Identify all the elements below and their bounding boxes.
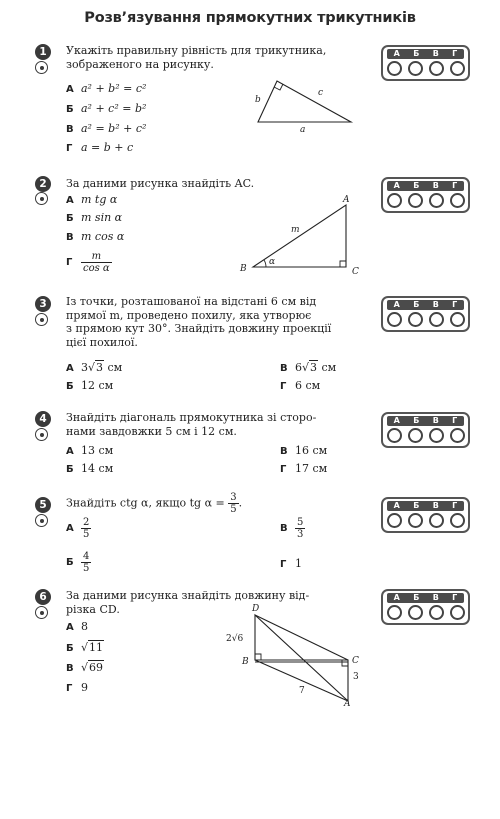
option-b[interactable]: Б √11 (66, 641, 104, 654)
answer-circle-a[interactable] (387, 605, 402, 620)
trapezoid-figure-6 (222, 600, 372, 710)
label-D: D (252, 604, 260, 614)
answer-circle-d[interactable] (450, 193, 465, 208)
answer-circle-a[interactable] (387, 428, 402, 443)
option-c[interactable]: В $\frac{5}{3}$ (280, 517, 304, 540)
answer-circle-c[interactable] (429, 312, 444, 327)
option-b[interactable]: Б $\frac{4}{5}$ (66, 551, 90, 574)
label-C: C (352, 267, 359, 276)
triangle-figure-2 (236, 194, 366, 276)
answer-circle-d[interactable] (450, 605, 465, 620)
answer-box-4[interactable]: А Б В Г (381, 412, 470, 448)
label-C: C (352, 656, 359, 666)
answer-circle-a[interactable] (387, 193, 402, 208)
answer-circle-a[interactable] (387, 61, 402, 76)
label-B: B (242, 657, 249, 667)
option-a[interactable]: А $\frac{2}{5}$ (66, 517, 90, 540)
answer-circle-d[interactable] (450, 513, 465, 528)
option-d[interactable]: Г 1 (280, 557, 302, 570)
question-text: За даними рисунка знайдіть довжину від- різка CD. (66, 589, 310, 616)
answer-box-3[interactable]: А Б В Г (381, 296, 470, 332)
option-d[interactable]: Г 17 см (280, 462, 328, 475)
answer-circle-b[interactable] (408, 605, 423, 620)
option-d[interactable]: Г 9 (66, 681, 88, 694)
label-bd: 2√6 (226, 634, 244, 644)
answer-box-6[interactable]: А Б В Г (381, 589, 470, 625)
answer-circle-d[interactable] (450, 312, 465, 327)
answer-circle-c[interactable] (429, 428, 444, 443)
option-b[interactable]: Б a² + c² = b² (66, 102, 147, 115)
bullet-icon (35, 428, 48, 441)
option-d[interactable]: Г 6 см (280, 379, 321, 392)
triangle-figure-1 (250, 78, 360, 138)
option-c[interactable]: В 6√3 см (280, 361, 337, 374)
answer-circle-a[interactable] (387, 513, 402, 528)
option-b[interactable]: Б 12 см (66, 379, 114, 392)
question-text: За даними рисунка знайдіть AC. (66, 177, 255, 190)
bullet-icon (35, 606, 48, 619)
label-A: A (344, 699, 351, 709)
answer-circle-b[interactable] (408, 428, 423, 443)
answer-box-2[interactable]: А Б В Г (381, 177, 470, 213)
question-text: Укажіть правильну рівність для трикутника, зображеного на рисунку. (66, 44, 327, 71)
answer-circle-b[interactable] (408, 61, 423, 76)
label-B: B (240, 264, 247, 274)
answer-circle-a[interactable] (387, 312, 402, 327)
answer-circle-b[interactable] (408, 193, 423, 208)
option-a[interactable]: А a² + b² = c² (66, 82, 147, 95)
task-number: 5 (35, 497, 51, 513)
label-c: c (318, 88, 324, 98)
option-a[interactable]: А m tg α (66, 193, 118, 206)
option-b[interactable]: Б m sin α (66, 211, 123, 224)
label-A: A (343, 195, 350, 205)
task-number: 1 (35, 44, 51, 60)
answer-circle-c[interactable] (429, 193, 444, 208)
label-a: a (300, 125, 306, 135)
label-ba: 7 (299, 686, 305, 696)
answer-box-1[interactable]: А Б В Г (381, 45, 470, 81)
label-b: b (255, 95, 261, 105)
bullet-icon (35, 192, 48, 205)
option-d[interactable]: Г a = b + c (66, 141, 134, 154)
answer-circle-d[interactable] (450, 428, 465, 443)
answer-circle-b[interactable] (408, 312, 423, 327)
question-text: Знайдіть діагональ прямокутника зі сторо- нами завдовжки 5 см і 12 см. (66, 411, 317, 438)
answer-circle-b[interactable] (408, 513, 423, 528)
bullet-icon (35, 313, 48, 326)
option-a[interactable]: А 8 (66, 620, 88, 633)
option-c[interactable]: В 16 см (280, 444, 328, 457)
task-number: 6 (35, 589, 51, 605)
option-a[interactable]: А 3√3 см (66, 361, 123, 374)
label-m: m (291, 225, 300, 235)
task-number: 2 (35, 176, 51, 192)
bullet-icon (35, 61, 48, 74)
task-number: 4 (35, 411, 51, 427)
page-title: Розв’язування прямокутних трикутників (84, 10, 416, 26)
answer-circle-c[interactable] (429, 605, 444, 620)
option-c[interactable]: В m cos α (66, 230, 125, 243)
answer-circle-c[interactable] (429, 61, 444, 76)
question-text: Із точки, розташованої на відстані 6 см від прямої m, проведено похилу, яка утворює з прямою кут 30°. Знайдіть довжину проекції цієї похилої. (66, 295, 332, 349)
option-b[interactable]: Б 14 см (66, 462, 114, 475)
answer-box-5[interactable]: А Б В Г (381, 497, 470, 533)
answer-circle-d[interactable] (450, 61, 465, 76)
answer-circle-c[interactable] (429, 513, 444, 528)
option-c[interactable]: В √69 (66, 661, 104, 674)
label-ca: 3 (353, 672, 359, 682)
option-d[interactable]: Г $\frac{m}{\text{cos α}}$ (66, 251, 110, 274)
question-text: Знайдіть ctg α, якщо tg α = $\frac{3}{5}$ . (66, 492, 243, 515)
task-number: 3 (35, 296, 51, 312)
option-a[interactable]: А 13 см (66, 444, 114, 457)
option-c[interactable]: В a² = b² + c² (66, 122, 147, 135)
label-alpha: α (269, 257, 276, 267)
bullet-icon (35, 514, 48, 527)
